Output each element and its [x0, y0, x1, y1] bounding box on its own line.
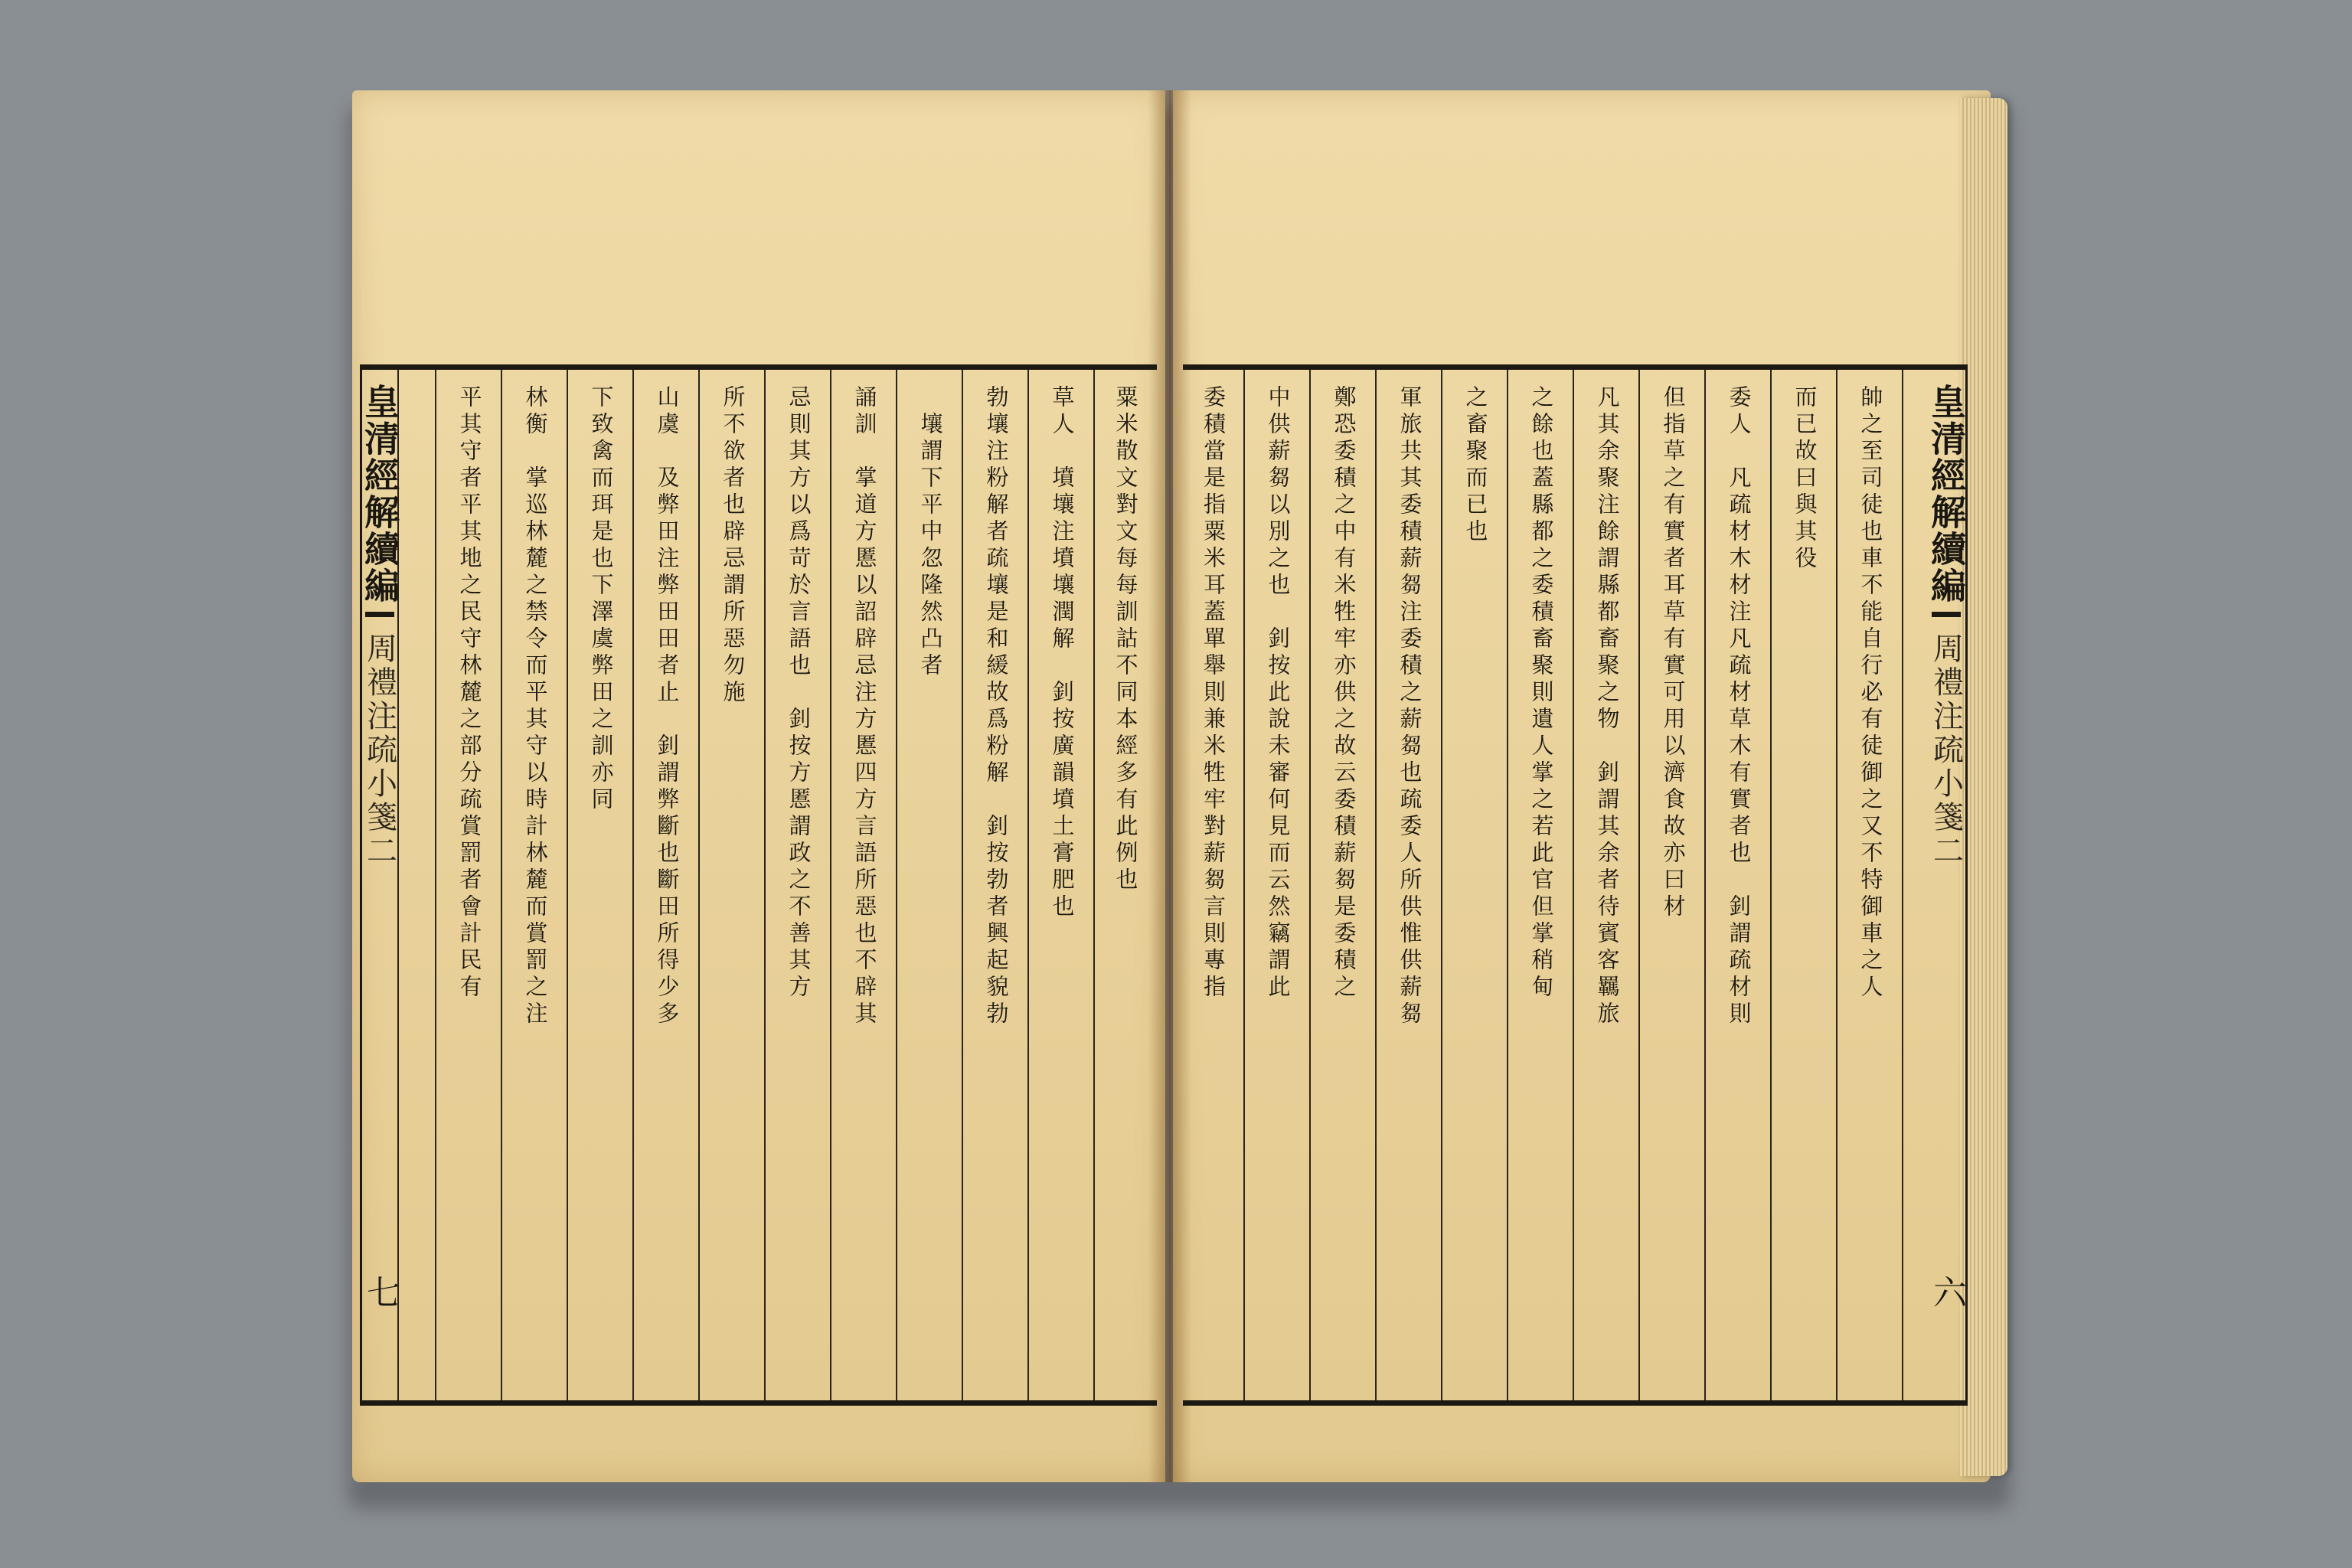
text-column: 下致禽而珥是也下澤虞弊田之訓亦同 — [567, 370, 634, 1400]
text-column: 而已故曰與其役 — [1770, 370, 1838, 1400]
text-column: 所不欲者也辟忌謂所惡勿施 — [698, 370, 766, 1400]
left-text-frame — [360, 364, 1157, 1406]
text-column: 勃壤注粉解者疏壤是和緩故爲粉解 釗按勃者興起貌勃 — [962, 370, 1029, 1400]
left-banxin — [359, 370, 400, 1400]
right-banxin — [1926, 370, 1967, 1400]
text-column: 中供薪芻以別之也 釗按此說未審何見而云然竊謂此 — [1243, 370, 1311, 1400]
text-column: 凡其余聚注餘謂縣都畜聚之物 釗謂其余者待賓客羈旅 — [1573, 370, 1640, 1400]
text-column: 但指草之有實者耳草有實可用以濟食故亦曰材 — [1638, 370, 1706, 1400]
right-text-frame — [1183, 364, 1968, 1406]
text-column: 誦訓 掌道方慝以詔辟忌注方慝四方言語所惡也不辟其 — [830, 370, 897, 1400]
left-banxin-section: 周禮注疏小箋二 — [361, 632, 397, 868]
text-column: 草人 墳壤注墳壤潤解 釗按廣韻墳土膏肥也 — [1027, 370, 1095, 1400]
fish-tail-mark — [1932, 612, 1961, 625]
text-column: 壤謂下平中忽隆然凸者 — [896, 370, 963, 1400]
left-banxin-title: 皇清經解續編 — [359, 384, 400, 604]
text-column: 軍旅共其委積薪芻注委積之薪芻也疏委人所供惟供薪芻 — [1375, 370, 1442, 1400]
right-banxin-title: 皇清經解續編 — [1926, 384, 1967, 604]
text-column: 平其守者平其地之民守林麓之部分疏賞罰者會計民有 — [435, 370, 502, 1400]
text-column: 之餘也蓋縣都之委積畜聚則遺人掌之若此官但掌稍甸 — [1507, 370, 1574, 1400]
text-column: 山虞 及弊田注弊田田者止 釗謂弊斷也斷田所得少多 — [632, 370, 700, 1400]
right-banxin-section: 周禮注疏小箋二 — [1928, 632, 1964, 868]
text-column: 委積當是指粟米耳蓋單舉則兼米牲牢對薪芻言則專指 — [1200, 385, 1227, 1001]
left-page-number: 七 — [361, 1275, 400, 1308]
text-column: 林衡 掌巡林麓之禁令而平其守以時計林麓而賞罰之注 — [501, 370, 568, 1400]
text-column: 之畜聚而已也 — [1441, 370, 1508, 1400]
right-page-number: 六 — [1927, 1275, 1966, 1308]
text-column: 委人 凡疏材木材注凡疏材草木有實者也 釗謂疏材則 — [1704, 370, 1772, 1400]
text-column: 鄭恐委積之中有米牲牢亦供之故云委積薪芻是委積之 — [1309, 370, 1377, 1400]
banxin-border — [397, 370, 436, 1400]
text-column: 忌則其方以爲苛於言語也 釗按方慝謂政之不善其方 — [764, 370, 831, 1400]
fish-tail-mark — [365, 612, 394, 625]
text-column: 帥之至司徒也車不能自行必有徒御之又不特御車之人 — [1836, 370, 1903, 1400]
text-column: 粟米散文對文每每訓詁不同本經多有此例也 — [1093, 370, 1156, 1400]
